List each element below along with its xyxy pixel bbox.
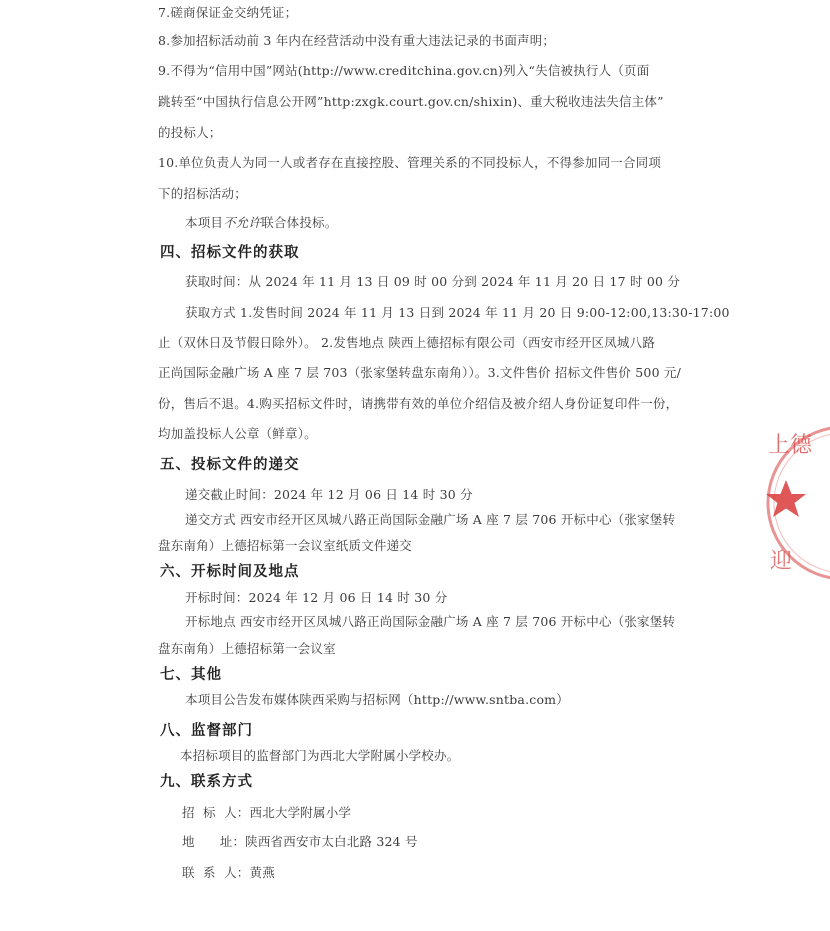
section-4-time: 获取时间：从 2024 年 11 月 13 日 09 时 00 分到 2024 年 11 月 20 日 17 时 00 分 (185, 274, 681, 289)
section-5-deadline: 递交截止时间：2024 年 12 月 06 日 14 时 30 分 (185, 487, 473, 502)
company-seal (762, 418, 830, 588)
consortium-pre: 本项目 (185, 215, 224, 230)
section-5-heading: 五、投标文件的递交 (160, 457, 300, 473)
qualification-item-7: 7.磋商保证金交纳凭证； (158, 5, 298, 20)
section-6-place-line-2: 盘东南角）上德招标第一会议室 (158, 641, 336, 656)
contact-value: 黄燕 (249, 865, 275, 880)
qualification-item-10-line-1: 10.单位负责人为同一人或者存在直接控股、管理关系的不同投标人，不得参加同一合同项 (158, 155, 662, 170)
section-4-method-line-5: 均加盖投标人公章（鲜章）。 (158, 426, 317, 441)
section-9-heading: 九、联系方式 (160, 774, 253, 790)
section-6-place-line-1: 开标地点 西安市经开区凤城八路正尚国际金融广场 A 座 7 层 706 开标中心（张家堡转 (185, 614, 676, 629)
section-7-heading: 七、其他 (160, 667, 222, 683)
consortium-emphasis: 不允许 (223, 215, 262, 230)
section-5-method-line-1: 递交方式 西安市经开区凤城八路正尚国际金融广场 A 座 7 层 706 开标中心（张家堡转 (185, 512, 676, 527)
seal-graphic (762, 418, 830, 588)
section-4-method-line-2: 止（双休日及节假日除外）。 2.发售地点 陕西上德招标有限公司（西安市经开区凤城八路 (158, 335, 656, 350)
qualification-item-10-line-2: 下的招标活动； (158, 186, 247, 201)
section-6-time: 开标时间：2024 年 12 月 06 日 14 时 30 分 (185, 590, 448, 605)
address-value: 陕西省西安市太白北路 324 号 (245, 834, 418, 849)
seal-text-top: 上德 (768, 433, 813, 458)
contact-row (182, 865, 275, 881)
tenderer-label: 招 标 人： (182, 805, 250, 820)
consortium-post: 联合体投标。 (261, 215, 338, 230)
section-4-method-line-3: 正尚国际金融广场 A 座 7 层 703（张家堡转盘东南角））。3.文件售价 招标文件售价 500 元/ (158, 365, 682, 380)
tenderer-value: 西北大学附属小学 (249, 805, 352, 820)
seal-text-bottom: 迎 (770, 549, 793, 574)
tenderer-row (182, 805, 351, 821)
qualification-item-9-line-3: 的投标人； (158, 125, 222, 140)
consortium-statement (185, 215, 337, 231)
address-label: 地 址： (182, 834, 246, 849)
qualification-item-9-line-2: 跳转至“中国执行信息公开网”http:zxgk.court.gov.cn/shixin)、重大税收违法失信主体” (158, 94, 664, 109)
section-7-media: 本项目公告发布媒体陕西采购与招标网（http://www.sntba.com） (185, 692, 569, 707)
section-4-heading: 四、招标文件的获取 (160, 245, 300, 261)
qualification-item-8: 8.参加招标活动前 3 年内在经营活动中没有重大违法记录的书面声明； (158, 33, 556, 48)
address-row (182, 834, 418, 850)
section-8-text: 本招标项目的监督部门为西北大学附属小学校办。 (180, 748, 460, 763)
section-8-heading: 八、监督部门 (160, 723, 253, 739)
contact-label: 联 系 人： (182, 865, 250, 880)
section-4-method-line-1: 获取方式 1.发售时间 2024 年 11 月 13 日到 2024 年 11 月 20 日 9:00-12:00,13:30-17:00 (185, 305, 730, 320)
seal-star-icon (766, 480, 806, 517)
section-4-method-line-4: 份，售后不退。4.购买招标文件时，请携带有效的单位介绍信及被介绍人身份证复印件一份， (158, 396, 679, 411)
qualification-item-9-line-1: 9.不得为“信用中国”网站(http://www.creditchina.gov.cn)列入“失信被执行人（页面 (158, 63, 650, 78)
section-6-heading: 六、开标时间及地点 (160, 564, 300, 580)
section-5-method-line-2: 盘东南角）上德招标第一会议室纸质文件递交 (158, 538, 413, 553)
